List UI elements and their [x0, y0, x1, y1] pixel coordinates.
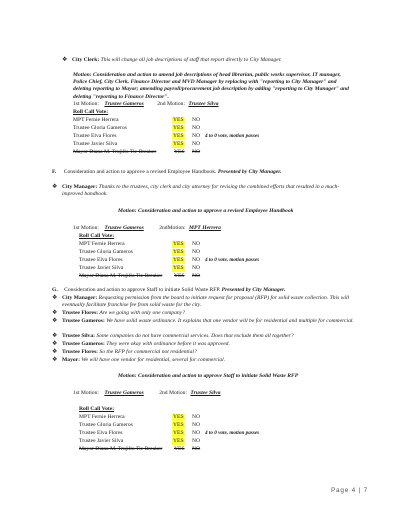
discussion-text: Requesting permission from the board to initiate request for proposal (RFP) for solid waste collection. This will eventually facilitate franchise fee from solid waste for the city.	[62, 295, 350, 308]
vote-name: Trustee Gloria Gameros	[73, 125, 127, 131]
vote-no: NO	[192, 257, 201, 263]
city-manager-f-heading: City Manager:	[62, 184, 98, 190]
vote-yes: YES	[173, 257, 184, 263]
vote-name: MPT Fernie Herrera	[73, 117, 119, 123]
motion2-first-value: Trustee Gameros	[104, 225, 144, 231]
vote-no: NO	[192, 125, 201, 131]
motion3-text: Motion: Consideration and action to approve Staff to initiate Solid Waste RFP	[118, 373, 299, 379]
vote-no: NO	[192, 117, 201, 123]
diamond-bullet-icon: ❖	[52, 318, 58, 324]
motion2-first-label: 1st Motion:	[73, 225, 99, 231]
motion2-movers	[73, 225, 221, 232]
diamond-bullet-icon: ❖	[52, 341, 58, 347]
diamond-bullet-icon: ❖	[52, 333, 58, 339]
vote-result-note: 4 to 0 vote, motion passes	[205, 430, 260, 436]
motion2-second-value: MPT Herrera	[189, 225, 221, 231]
discussion-item	[62, 310, 185, 317]
vote-no: NO	[192, 438, 201, 444]
vote-yes: YES	[173, 430, 184, 436]
vote-name: MPT Fernie Herrera	[79, 241, 125, 247]
item-f-line	[52, 169, 282, 176]
discussion-text: So the RFP for commercial not residential?	[99, 349, 197, 355]
vote-name-struck: Mayor Diana M. Trujillo Tie Breaker	[73, 149, 157, 155]
motion3-second-label: 2nd Motion:	[159, 390, 188, 396]
vote-yes: YES	[173, 422, 184, 428]
city-clerk-heading: City Clerk:	[72, 57, 100, 63]
vote-no-struck: NO	[192, 273, 201, 279]
discussion-text: Are we going with only one company?	[99, 310, 185, 316]
vote-no: NO	[192, 265, 201, 271]
vote-no-struck: NO	[192, 446, 201, 452]
motion3-first-label: 1st Motion:	[73, 390, 99, 396]
city-clerk-text: This will change all job descriptions of staff that report directly to City Manager.	[100, 57, 282, 63]
discussion-speaker: Trustee Gameros:	[62, 318, 105, 324]
discussion-speaker: Trustee Silva:	[62, 333, 95, 339]
vote-no: NO	[192, 414, 201, 420]
vote-yes-struck: YES	[174, 149, 185, 155]
vote-no: NO	[192, 141, 201, 147]
vote-name: Trustee Javier Silva	[73, 141, 118, 147]
diamond-bullet-icon: ❖	[52, 357, 58, 363]
discussion-speaker: City Manager:	[62, 295, 98, 301]
discussion-item	[62, 318, 362, 325]
item-g-text: Consideration and action to approve Staff to initiate Solid Waste RFP.	[64, 287, 221, 293]
discussion-text: We have solid waste ordinance. It explains that one vendor will be for residential and multiple for commercial.	[106, 318, 354, 324]
city-manager-f-para	[62, 184, 360, 197]
vote-yes: YES	[173, 249, 184, 255]
vote-yes: YES	[173, 141, 184, 147]
vote-name: Trustee Javier Silva	[79, 265, 124, 271]
discussion-item	[62, 333, 294, 340]
page-separator: |	[358, 487, 362, 494]
motion1-roll-call: Roll Call Vote:	[73, 109, 109, 115]
discussion-item	[62, 341, 230, 348]
motion1-second-value: Trustee Silva	[188, 101, 219, 107]
discussion-text: They were okay with ordinance before it was approved.	[106, 341, 230, 347]
vote-result-note: 4 to 0 vote, motion passes	[205, 133, 260, 139]
motion3-second-value: Trustee Silva	[190, 390, 221, 396]
city-manager-f-text: Thanks to the trustees, city clerk and city attorney for revising the combined efforts that resulted in a much-improved handbook.	[62, 184, 340, 197]
motion3-movers	[73, 390, 221, 397]
motion2-second-label: 2ndMotion:	[159, 225, 186, 231]
page-label: Page	[330, 487, 350, 494]
discussion-item	[62, 357, 225, 364]
vote-yes: YES	[173, 265, 184, 271]
vote-no: NO	[192, 422, 201, 428]
vote-no: NO	[192, 430, 201, 436]
vote-name: Trustee Elva Flores	[79, 257, 123, 263]
vote-yes-struck: YES	[174, 446, 185, 452]
discussion-speaker: Mayor:	[62, 357, 81, 363]
vote-name: Trustee Elva Flores	[73, 133, 117, 139]
vote-yes: YES	[173, 117, 184, 123]
discussion-item	[62, 295, 362, 308]
motion2-roll-call: Roll Call Vote:	[79, 233, 115, 239]
item-f-letter: F.	[52, 169, 57, 175]
item-g-line	[52, 287, 285, 294]
vote-no-struck: NO	[192, 149, 201, 155]
vote-name: Trustee Gloria Gameros	[79, 249, 133, 255]
vote-name-struck: Mayor Diana M. Trujillo Tie Breaker	[79, 446, 163, 452]
diamond-bullet-icon: ❖	[52, 184, 58, 190]
diamond-bullet-icon: ❖	[52, 349, 58, 355]
discussion-speaker: Trustee Flores:	[62, 310, 98, 316]
item-f-text: Consideration and action to approve a revised Employee Handbook.	[63, 169, 217, 175]
item-g-letter: G.	[52, 287, 58, 293]
motion2-text: Motion: Consideration and action to approve a revised Employee Handbook	[118, 208, 294, 214]
vote-name: MPT Fernie Herrera	[79, 414, 125, 420]
vote-name: Trustee Gloria Gameros	[79, 422, 133, 428]
vote-yes-struck: YES	[174, 273, 185, 279]
motion1-first-label: 1st Motion:	[73, 101, 99, 107]
vote-yes: YES	[173, 125, 184, 131]
discussion-text: We will have one vendor for residential, several for commercial.	[81, 357, 226, 363]
item-f-presenter: Presented by City Manager.	[217, 169, 282, 175]
motion1-movers	[73, 101, 219, 108]
diamond-bullet-icon: ❖	[62, 57, 68, 63]
item-g-presenter: Presented by City Manager.	[221, 287, 286, 293]
vote-no: NO	[192, 241, 201, 247]
vote-yes: YES	[173, 414, 184, 420]
page-total: 7	[363, 487, 368, 494]
discussion-item	[62, 349, 197, 356]
vote-no: NO	[192, 133, 201, 139]
vote-yes: YES	[173, 438, 184, 444]
page-number: 4	[351, 487, 357, 494]
discussion-speaker: Trustee Flores:	[62, 349, 98, 355]
discussion-text: Some companies do not have commercial services. Does that exclude them all together?	[96, 333, 294, 339]
discussion-speaker: Trustee Gameros:	[62, 341, 105, 347]
city-clerk-line	[72, 57, 282, 64]
vote-name: Trustee Elva Flores	[79, 430, 123, 436]
motion1-first-value: Trustee Gameros	[104, 101, 144, 107]
page-footer	[331, 487, 368, 494]
motion1-second-label: 2nd Motion:	[157, 101, 186, 107]
motion3-first-value: Trustee Gameros	[104, 390, 144, 396]
motion3-roll-call: Roll Call Vote:	[79, 406, 115, 412]
diamond-bullet-icon: ❖	[52, 295, 58, 301]
vote-no: NO	[192, 249, 201, 255]
vote-name-struck: Mayor Diana M. Trujillo Tie Breaker	[79, 273, 163, 279]
diamond-bullet-icon: ❖	[52, 310, 58, 316]
vote-name: Trustee Javier Silva	[79, 438, 124, 444]
vote-yes: YES	[173, 133, 184, 139]
vote-result-note: 4 to 0 vote, motion passes	[205, 257, 260, 263]
vote-yes: YES	[173, 241, 184, 247]
motion1-text: Motion: Consideration and action to amend job descriptions of head librarian, public works supervisor, IT manager, Police Chief, City Clerk, Finance Director and MVD Manager by replacing with "reporting to City Manager" and deleting reporting to Mayor; amending payroll/procurement job description by adding "reporting to City Manager" and deleting "reporting to Finance Director".	[73, 72, 349, 100]
